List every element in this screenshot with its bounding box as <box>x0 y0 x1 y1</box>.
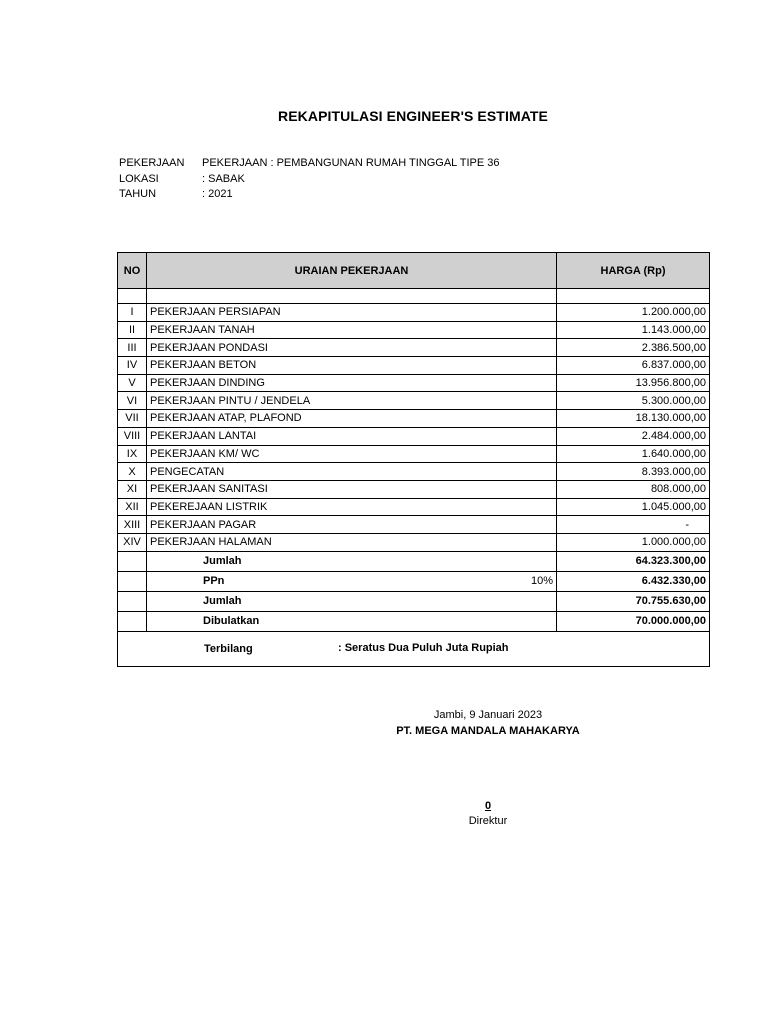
row-desc: PEKERJAAN SANITASI <box>147 480 557 498</box>
row-amount: 808.000,00 <box>557 480 710 498</box>
table-row <box>118 339 710 357</box>
summary-dibulatkan-row <box>118 611 710 631</box>
row-desc: PEKERJAAN PONDASI <box>147 339 557 357</box>
row-desc: PEKERJAAN KM/ WC <box>147 445 557 463</box>
row-no: XIV <box>118 533 147 551</box>
row-desc: PEKERJAAN PAGAR <box>147 516 557 534</box>
row-amount: 1.045.000,00 <box>557 498 710 516</box>
ppn-value: 6.432.330,00 <box>557 571 710 591</box>
table-row <box>118 516 710 534</box>
row-desc: PEKERJAAN LANTAI <box>147 427 557 445</box>
document-title: REKAPITULASI ENGINEER'S ESTIMATE <box>278 108 548 124</box>
table-row <box>118 357 710 375</box>
row-desc: PEKERJAAN PERSIAPAN <box>147 304 557 322</box>
table-row <box>118 321 710 339</box>
summary-ppn-row <box>118 571 710 591</box>
pekerjaan-value: PEKERJAAN : PEMBANGUNAN RUMAH TINGGAL TIPE 36 <box>202 157 500 169</box>
dibulatkan-label: Dibulatkan <box>203 615 260 628</box>
row-desc: PEKERJAAN HALAMAN <box>147 533 557 551</box>
table-row <box>118 480 710 498</box>
tahun-value: : 2021 <box>202 188 233 200</box>
row-no: I <box>118 304 147 322</box>
row-no: IX <box>118 445 147 463</box>
terbilang-row <box>118 631 710 666</box>
row-desc: PEKEREJAAN LISTRIK <box>147 498 557 516</box>
row-no: VI <box>118 392 147 410</box>
lokasi-value: : SABAK <box>202 173 245 185</box>
signer-title: Direktur <box>468 815 508 827</box>
place-date: Jambi, 9 Januari 2023 <box>433 709 543 721</box>
spacer-row <box>118 289 710 304</box>
row-desc: PEKERJAAN TANAH <box>147 321 557 339</box>
terbilang-value: : Seratus Dua Puluh Juta Rupiah <box>338 641 509 654</box>
jumlah-value: 64.323.300,00 <box>557 551 710 571</box>
dibulatkan-value: 70.000.000,00 <box>557 611 710 631</box>
row-amount: 13.956.800,00 <box>557 374 710 392</box>
row-amount: 2.484.000,00 <box>557 427 710 445</box>
summary-jumlah-row <box>118 551 710 571</box>
ppn-percent: 10% <box>530 575 553 588</box>
row-desc: PEKERJAAN PINTU / JENDELA <box>147 392 557 410</box>
header-no: NO <box>118 253 147 289</box>
tahun-label: TAHUN <box>119 188 157 200</box>
row-amount: - <box>557 516 710 534</box>
table-row <box>118 463 710 481</box>
company-name: PT. MEGA MANDALA MAHAKARYA <box>396 725 580 737</box>
row-amount: 1.640.000,00 <box>557 445 710 463</box>
row-no: VII <box>118 410 147 428</box>
row-amount: 1.200.000,00 <box>557 304 710 322</box>
row-no: XII <box>118 498 147 516</box>
row-desc: PEKERJAAN BETON <box>147 357 557 375</box>
row-amount: 5.300.000,00 <box>557 392 710 410</box>
ppn-label: PPn <box>203 575 225 588</box>
header-uraian: URAIAN PEKERJAAN <box>147 253 557 289</box>
table-row <box>118 498 710 516</box>
jumlah2-value: 70.755.630,00 <box>557 591 710 611</box>
row-no: VIII <box>118 427 147 445</box>
table-row <box>118 392 710 410</box>
row-no: X <box>118 463 147 481</box>
jumlah2-label: Jumlah <box>203 595 242 608</box>
table-row <box>118 304 710 322</box>
row-no: II <box>118 321 147 339</box>
row-amount: 18.130.000,00 <box>557 410 710 428</box>
jumlah-label: Jumlah <box>203 555 242 568</box>
lokasi-label: LOKASI <box>119 173 159 185</box>
table-row <box>118 374 710 392</box>
row-no: V <box>118 374 147 392</box>
row-no: XIII <box>118 516 147 534</box>
pekerjaan-label: PEKERJAAN <box>119 157 185 169</box>
row-desc: PENGECATAN <box>147 463 557 481</box>
estimate-table <box>117 252 710 667</box>
row-no: XI <box>118 480 147 498</box>
row-no: III <box>118 339 147 357</box>
table-row <box>118 410 710 428</box>
row-no: IV <box>118 357 147 375</box>
table-header-row <box>118 253 710 289</box>
row-amount: 1.143.000,00 <box>557 321 710 339</box>
row-desc: PEKERJAAN ATAP, PLAFOND <box>147 410 557 428</box>
table-row <box>118 533 710 551</box>
row-amount: 6.837.000,00 <box>557 357 710 375</box>
table-row <box>118 445 710 463</box>
signer-name: 0 <box>484 800 492 812</box>
row-amount: 2.386.500,00 <box>557 339 710 357</box>
header-harga: HARGA (Rp) <box>557 253 710 289</box>
row-amount: 1.000.000,00 <box>557 533 710 551</box>
terbilang-label: Terbilang <box>204 642 253 655</box>
summary-jumlah2-row <box>118 591 710 611</box>
table-row <box>118 427 710 445</box>
row-desc: PEKERJAAN DINDING <box>147 374 557 392</box>
row-amount: 8.393.000,00 <box>557 463 710 481</box>
